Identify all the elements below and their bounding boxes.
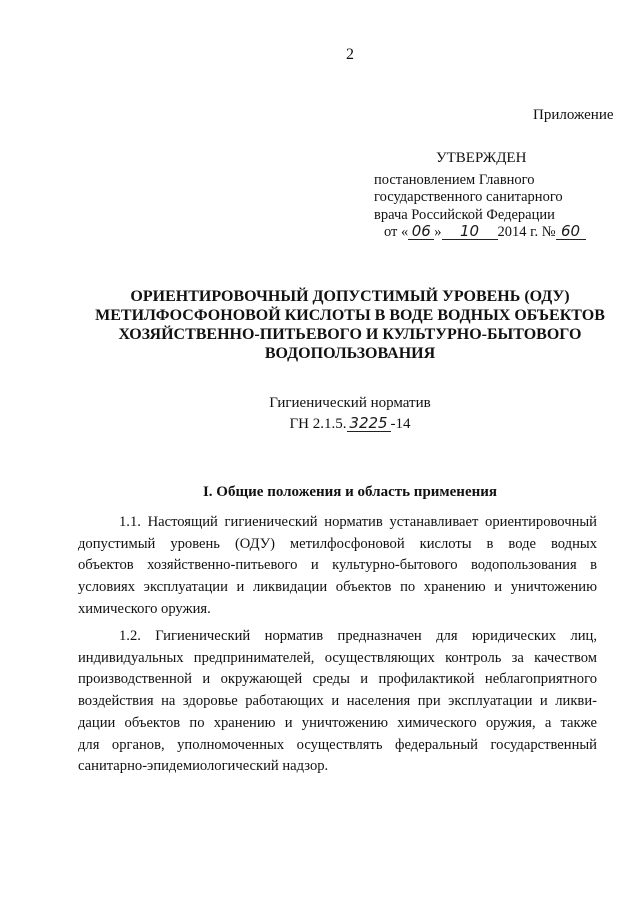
handwritten-day: 06 (408, 224, 434, 240)
norm-type: Гигиенический норматив (269, 395, 431, 411)
handwritten-number: 60 (556, 224, 586, 240)
paragraph-line: 1.2. Гигиенический норматив предназначен для юридических лиц, (119, 628, 597, 644)
approval-line: государственного санитарного (374, 189, 563, 205)
paragraph-line: условиях эксплуатации и ликвидации объектов по хранению и уничтожению (78, 579, 597, 596)
appendix-label: Приложение (533, 107, 614, 123)
approval-line: постановлением Главного (374, 171, 535, 188)
approval-line: врача Российской Федерации (374, 206, 555, 223)
norm-code-prefix: ГН 2.1.5. (289, 416, 347, 432)
paragraph-line: санитарно-эпидемиологический надзор. (78, 758, 329, 775)
paragraph-line: допустимый уровень (ОДУ) метилфосфоновой кислоты в воде водных (78, 535, 597, 552)
title-line: МЕТИЛФОСФОНОВОЙ КИСЛОТЫ В ВОДЕ ВОДНЫХ ОБЪЕКТОВ (95, 307, 605, 324)
date-separator: » (434, 224, 442, 240)
handwritten-month: 10 (442, 224, 498, 240)
paragraph-1-2 (78, 626, 597, 778)
paragraph-line: объектов хозяйственно-питьевого и культурно-бытового водопользования в (78, 557, 597, 574)
norm-code (60, 416, 640, 433)
paragraph-1-1 (78, 512, 597, 621)
title-line: ХОЗЯЙСТВЕННО-ПИТЬЕВОГО И КУЛЬТУРНО-БЫТОВОГО (118, 326, 582, 343)
approval-date-line (374, 224, 586, 242)
paragraph-line: индивидуальных предпринимателей, осуществляющих контроль за качеством (78, 649, 597, 666)
paragraph-line: дации объектов по хранению и уничтожению химического оружия, а также (78, 714, 597, 731)
document-title (60, 287, 640, 363)
handwritten-norm-number: 3225 (347, 416, 391, 432)
date-prefix: от « (384, 224, 409, 240)
approval-title: УТВЕРЖДЕН (436, 150, 527, 166)
paragraph-line: для органов, уполномоченных осуществлять федеральный государственный (78, 736, 597, 753)
paragraph-line: воздействия на здоровье работающих и населения при эксплуатации и ликви- (78, 693, 597, 710)
section-heading: I. Общие положения и область применения (202, 484, 498, 500)
paragraph-line: химического оружия. (78, 600, 211, 617)
date-year: 2014 г. № (497, 224, 556, 240)
title-line: ОРИЕНТИРОВОЧНЫЙ ДОПУСТИМЫЙ УРОВЕНЬ (ОДУ) (130, 288, 570, 305)
title-line: ВОДОПОЛЬЗОВАНИЯ (264, 345, 436, 362)
page-number: 2 (346, 46, 354, 63)
paragraph-line: 1.1. Настоящий гигиенический норматив устанавливает ориентировочный (119, 514, 597, 530)
approval-block (374, 150, 586, 242)
norm-code-suffix: -14 (390, 416, 411, 432)
paragraph-line: производственной и окружающей среды и профилактикой неблагоприятного (78, 671, 597, 688)
